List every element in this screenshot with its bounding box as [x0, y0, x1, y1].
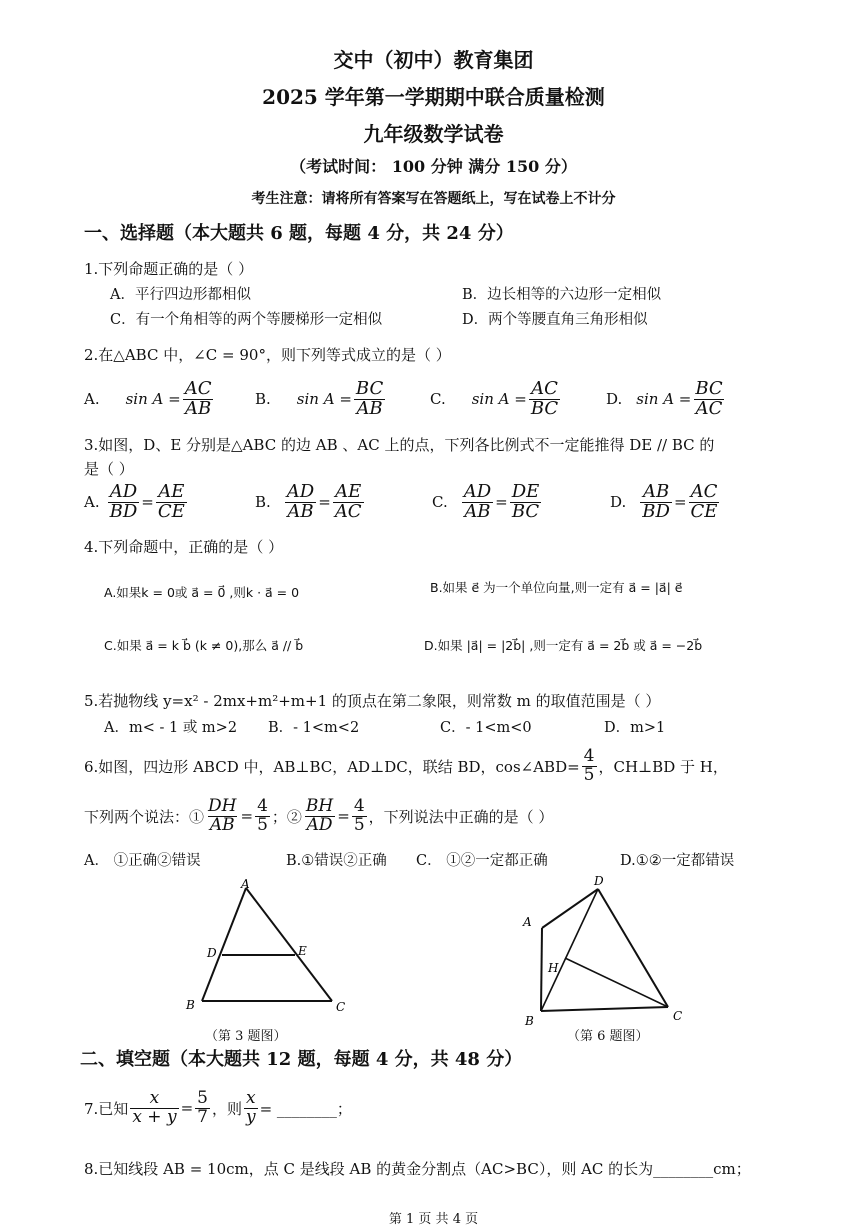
fig6-diagonal-bd: [541, 889, 598, 1011]
q6-option-d: D.①②一定都错误: [620, 853, 735, 869]
q7-v-den: 7: [197, 1106, 208, 1127]
q3-b-frac2: [333, 483, 364, 522]
q7-mid: ，则: [211, 1099, 242, 1118]
q3-option-c: C. $\frac{AD}{AB}$ = $\frac{DE}{BC}$: [432, 481, 540, 522]
q3-d-frac2: [689, 483, 720, 522]
q2-b-pre: sin A =: [296, 390, 352, 409]
q3-c-n2: DE: [511, 481, 540, 502]
fig3-side-ab: [202, 888, 246, 1001]
q2-option-a: [84, 380, 215, 419]
q3-stem-line2: 是（ ）: [84, 460, 134, 478]
q7-frac-value: [195, 1090, 210, 1127]
q7-f-num: x: [149, 1088, 160, 1108]
q3-option-a: A. $\frac{AD}{BD}$ = $\frac{AE}{CE}$: [84, 481, 185, 522]
q3-option-b: B. $\frac{AD}{AB}$ = $\frac{AE}{AC}$: [255, 481, 362, 522]
q1-option-d: D．两个等腰直角三角形相似: [462, 312, 648, 328]
figure-q3-triangle: [180, 878, 355, 1023]
q2-b-fraction: [354, 380, 385, 419]
q2-a-label: A.: [84, 390, 100, 409]
exam-title: 2025 学年第一学期期中联合质量检测: [262, 85, 605, 109]
q3-d-n1: AB: [642, 481, 670, 502]
q3-a-d2: CE: [157, 500, 185, 522]
q3-c-d1: AB: [464, 500, 491, 522]
fig6-label-a: A: [523, 915, 532, 929]
q3-d-d2: CE: [690, 500, 718, 522]
q3-d-frac1: [640, 483, 672, 522]
q6-f1-den: AB: [209, 814, 235, 835]
q1-option-a: A．平行四边形都相似: [110, 287, 251, 303]
q3-b-n2: AE: [335, 481, 362, 502]
fig6-label-d: D: [594, 874, 604, 888]
q2-c-fraction: [529, 380, 560, 419]
q5-stem: 5.若抛物线 y=x² - 2mx+m²+m+1 的顶点在第二象限，则常数 m 的取值范围是（ ）: [84, 692, 661, 710]
q2-d-den: AC: [695, 397, 723, 419]
q7-post: = ________；: [259, 1099, 352, 1118]
q2-c-num: AC: [531, 378, 558, 399]
q3-a-n1: AD: [109, 481, 138, 502]
q5-option-a: A．m< - 1 或 m>2: [104, 720, 238, 736]
q3-a-frac2: [156, 483, 187, 522]
section-1-title: 一、选择题（本大题共 6 题，每题 4 分，共 24 分）: [84, 223, 514, 244]
school-title: 交中（初中）教育集团: [333, 48, 534, 72]
q6-f2-den: AD: [306, 814, 333, 835]
section-2-title: 二、填空题（本大题共 12 题，每题 4 分，共 48 分）: [80, 1049, 523, 1070]
q2-b-den: AB: [356, 397, 383, 419]
q3-d-d1: BD: [642, 500, 670, 522]
q2-c-den: BC: [530, 397, 559, 419]
fig6-side-dc: [598, 889, 668, 1007]
q6-v1-den: 5: [257, 814, 268, 835]
q1-option-c: C．有一个角相等的两个等腰梯形一定相似: [110, 312, 383, 328]
q7-f-den: x + y: [132, 1106, 177, 1127]
q3-b-d2: AC: [334, 500, 362, 522]
q2-d-num: BC: [695, 378, 723, 399]
q6-v2-den: 5: [353, 814, 365, 835]
exam-notice: 考生注意：请将所有答案写在答题纸上，写在试卷上不计分: [251, 191, 616, 207]
q2-option-d: [606, 380, 727, 419]
q3-option-d: D. $\frac{AB}{BD}$ = $\frac{AC}{CE}$: [610, 481, 718, 522]
fig6-side-ab: [541, 928, 542, 1011]
q4-stem: 4.下列命题中，正确的是（ ）: [84, 538, 284, 556]
fig6-label-b: B: [525, 1014, 534, 1028]
q6-cos-num: 4: [583, 746, 595, 766]
q3-c-label: C.: [432, 493, 448, 512]
q3-c-frac2: [510, 483, 542, 522]
q6-stem-a: 6.如图，四边形 ABCD 中，AB⊥BC，AD⊥DC，联结 BD，cos∠ABD=: [84, 757, 580, 776]
q5-option-c: C．- 1<m<0: [440, 720, 532, 736]
q6-cos-den: 5: [583, 764, 595, 785]
q2-a-pre: sin A =: [125, 390, 181, 409]
q2-b-num: BC: [355, 378, 384, 399]
q7-g-num: x: [245, 1088, 256, 1108]
q2-option-b: [255, 380, 387, 419]
exam-time-line: （考试时间： 100 分钟 满分 150 分）: [290, 157, 577, 176]
q5-option-b: B．- 1<m<2: [268, 720, 360, 736]
q7-frac-target: [244, 1090, 258, 1127]
q6-option-c: C． ①②一定都正确: [416, 853, 548, 869]
q4-option-d: D.如果 |a⃗| = |2b⃗| ,则一定有 a⃗ = 2b⃗ 或 a⃗ = −2b⃗: [424, 638, 703, 653]
q1-stem: 1.下列命题正确的是（ ）: [84, 260, 254, 278]
q2-d-label: D.: [606, 390, 623, 409]
fig3-label-e: E: [298, 944, 307, 958]
q7-frac-left: [130, 1090, 178, 1127]
figure-q6-quadrilateral: [515, 868, 700, 1028]
q6-option-b: B.①错误②正确: [286, 853, 387, 869]
q8-line: 8.已知线段 AB = 10cm，点 C 是线段 AB 的黄金分割点（AC>BC），则 AC 的长为________cm；: [84, 1160, 751, 1178]
q6-line2-a: 下列两个说法：①: [84, 807, 205, 826]
q2-d-pre: sin A =: [636, 390, 692, 409]
q4-option-b: B.如果 e⃗ 为一个单位向量,则一定有 a⃗ = |a⃗| e⃗: [430, 580, 683, 595]
q4-option-c: C.如果 a⃗ = k b⃗ (k ≠ 0),那么 a⃗ // b⃗: [104, 638, 304, 653]
figure-q3-caption: （第 3 题图）: [205, 1029, 287, 1044]
q2-option-c: [430, 380, 562, 419]
q3-b-d1: AB: [287, 500, 314, 522]
q7-g-den: y: [245, 1106, 256, 1127]
q1-option-b: B．边长相等的六边形一定相似: [462, 287, 662, 303]
q3-a-label: A.: [84, 493, 100, 512]
q6-stem-b: ，CH⊥BD 于 H，: [598, 757, 728, 776]
q2-a-den: AB: [184, 397, 212, 419]
q3-c-frac1: [462, 483, 493, 522]
q2-c-pre: sin A =: [471, 390, 527, 409]
q6-v2: [352, 798, 367, 835]
fig6-side-bc: [541, 1007, 668, 1011]
fig6-label-h: H: [548, 961, 559, 975]
q6-v2-num: 4: [353, 796, 365, 816]
q2-b-label: B.: [255, 390, 271, 409]
q6-f1-num: DH: [208, 796, 237, 816]
q7-line: [84, 1090, 352, 1127]
q3-c-n1: AD: [463, 481, 492, 502]
q3-d-label: D.: [610, 493, 627, 512]
q3-a-n2: AE: [158, 481, 185, 502]
q6-f1: [206, 798, 238, 835]
fig3-label-b: B: [186, 998, 195, 1012]
q2-stem: 2.在△ABC 中，∠C = 90°，则下列等式成立的是（ ）: [84, 346, 451, 364]
q6-eq2: =: [337, 807, 350, 826]
figure-q6-caption: （第 6 题图）: [567, 1029, 649, 1044]
fig6-label-c: C: [673, 1009, 683, 1023]
q7-eq: =: [180, 1099, 194, 1118]
q3-stem-line1: 3.如图，D、E 分别是△ABC 的边 AB 、AC 上的点，下列各比例式不一定能推得 DE // BC 的: [84, 436, 715, 454]
q2-a-fraction: [183, 380, 214, 419]
q6-sep: ；②: [271, 807, 302, 826]
q2-d-fraction: [693, 380, 724, 419]
fig3-label-c: C: [336, 1000, 346, 1014]
subject-title: 九年级数学试卷: [363, 122, 504, 146]
fig3-label-a: A: [241, 878, 250, 891]
q4-option-a: A.如果k = 0或 a⃗ = 0⃗ ,则k · a⃗ = 0: [104, 585, 300, 600]
q6-line2-b: ，下列说法中正确的是（ ）: [368, 807, 554, 826]
q6-eq1: =: [240, 807, 254, 826]
q7-v-num: 5: [197, 1088, 208, 1108]
q6-stem-line1: [84, 748, 728, 785]
q6-stem-line2: [84, 798, 553, 835]
q6-v1-num: 4: [257, 796, 268, 816]
q3-a-d1: BD: [109, 500, 138, 522]
q3-b-label: B.: [255, 493, 271, 512]
q7-pre: 7.已知: [84, 1099, 129, 1118]
q3-d-n2: AC: [690, 481, 718, 502]
fig3-side-ac: [246, 888, 332, 1001]
q3-b-frac1: [285, 483, 316, 522]
q6-f2-num: BH: [305, 796, 334, 816]
q2-c-label: C.: [430, 390, 446, 409]
q6-f2: [304, 798, 335, 835]
q3-c-d2: BC: [511, 500, 540, 522]
q6-v1: [255, 798, 270, 835]
page-footer: 第 1 页 共 4 页: [388, 1212, 479, 1227]
q3-a-frac1: [108, 483, 140, 522]
q6-cos-fraction: [582, 748, 597, 785]
q5-option-d: D．m>1: [604, 720, 666, 736]
q6-option-a: A． ①正确②错误: [84, 853, 201, 869]
fig3-label-d: D: [207, 946, 217, 960]
q2-a-num: AC: [184, 378, 212, 399]
q3-b-n1: AD: [286, 481, 315, 502]
